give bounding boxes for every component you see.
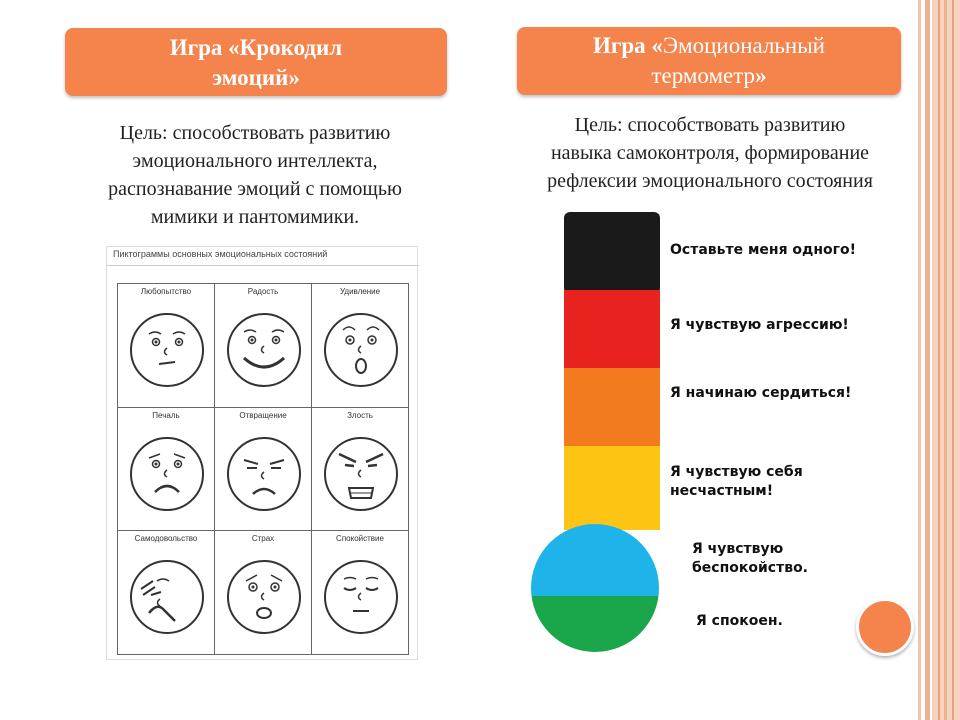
goal-line: Цель: способствовать развитию [574, 114, 846, 136]
pictogram-disgust [215, 408, 312, 532]
pictogram-grid [117, 283, 409, 655]
thermometer-level-blue [530, 520, 680, 596]
thermo-label-calm: Я спокоен. [696, 613, 783, 629]
pictogram-label: Страх [251, 534, 275, 544]
game-title-thermometer [517, 27, 901, 95]
thermometer-level-orange [564, 368, 660, 448]
thermo-label-aggression: Я чувствую агрессию! [670, 317, 849, 333]
thermo-label-line: Я чувствую [692, 541, 784, 557]
anger-face-icon [323, 428, 399, 524]
decorative-stripes [918, 0, 960, 720]
pictogram-label: Печаль [152, 410, 180, 420]
thermometer-level-green [530, 596, 680, 660]
pictogram-label: Отвращение [239, 410, 287, 420]
pictogram-joy [215, 284, 312, 408]
goal-line: навыка самоконтроля, формирование [550, 142, 870, 164]
pictogram-curiosity [118, 284, 215, 408]
thermo-label-line: Я чувствую себя [670, 464, 803, 480]
pictogram-fear [215, 531, 312, 655]
title-thermo-prefix: Игра « [592, 33, 663, 58]
pictogram-sadness [118, 408, 215, 532]
goal-line: рефлексии эмоционального состояния [547, 170, 873, 192]
thermo-label-unhappy [670, 463, 803, 501]
goal-line: распознавание эмоций с помощью [108, 178, 402, 200]
disgust-face-icon [226, 428, 302, 524]
joy-face-icon [226, 304, 302, 400]
pictogram-label: Спокойствие [336, 534, 384, 544]
game-title-crocodile-line2: эмоций» [212, 65, 300, 90]
thermometer-level-black [564, 212, 660, 294]
goal-line: Цель: способствовать развитию [119, 122, 391, 144]
divider [107, 265, 419, 266]
smug-face-icon [129, 551, 205, 647]
pictogram-label: Злость [347, 410, 373, 420]
thermometer-level-red [564, 290, 660, 370]
emotion-pictogram-sheet [106, 246, 418, 660]
emotional-thermometer [530, 210, 680, 660]
title-thermo-line2: термометр [651, 63, 756, 88]
thermo-label-line: беспокойство. [692, 560, 808, 576]
thermo-label-getting-angry: Я начинаю сердиться! [670, 385, 852, 401]
surprise-face-icon [323, 304, 399, 400]
thermo-label-anxiety [692, 540, 808, 578]
pictogram-label: Любопытство [140, 287, 192, 296]
curious-face-icon [129, 304, 205, 400]
goal-line: эмоционального интеллекта, [132, 150, 378, 172]
calm-face-icon [323, 551, 399, 647]
fear-face-icon [226, 551, 302, 647]
thermometer-level-yellow [564, 446, 660, 530]
pictogram-label: Самодовольство [134, 534, 198, 544]
thermo-label-line: несчастным! [670, 483, 774, 499]
pictogram-label: Радость [247, 287, 279, 296]
pictogram-label: Удивление [339, 287, 381, 296]
crocodile-goal-text [30, 119, 480, 231]
pictogram-anger [312, 408, 409, 532]
thermometer-goal-text [470, 111, 950, 195]
pictogram-sheet-title: Пиктограммы основных эмоциональных состояний [113, 249, 328, 259]
game-title-crocodile [65, 28, 447, 96]
goal-line: мимики и пантомимики. [150, 206, 360, 228]
thermo-label-leave-me: Оставьте меня одного! [670, 242, 856, 258]
pictogram-surprise [312, 284, 409, 408]
game-title-crocodile-line1: Игра «Крокодил [169, 35, 343, 60]
pictogram-calm [312, 531, 409, 655]
sad-face-icon [129, 428, 205, 524]
decorative-orange-circle [856, 598, 914, 656]
title-thermo-close: » [755, 63, 767, 88]
pictogram-smugness [118, 531, 215, 655]
title-thermo-rest: Эмоциональный [662, 33, 825, 58]
